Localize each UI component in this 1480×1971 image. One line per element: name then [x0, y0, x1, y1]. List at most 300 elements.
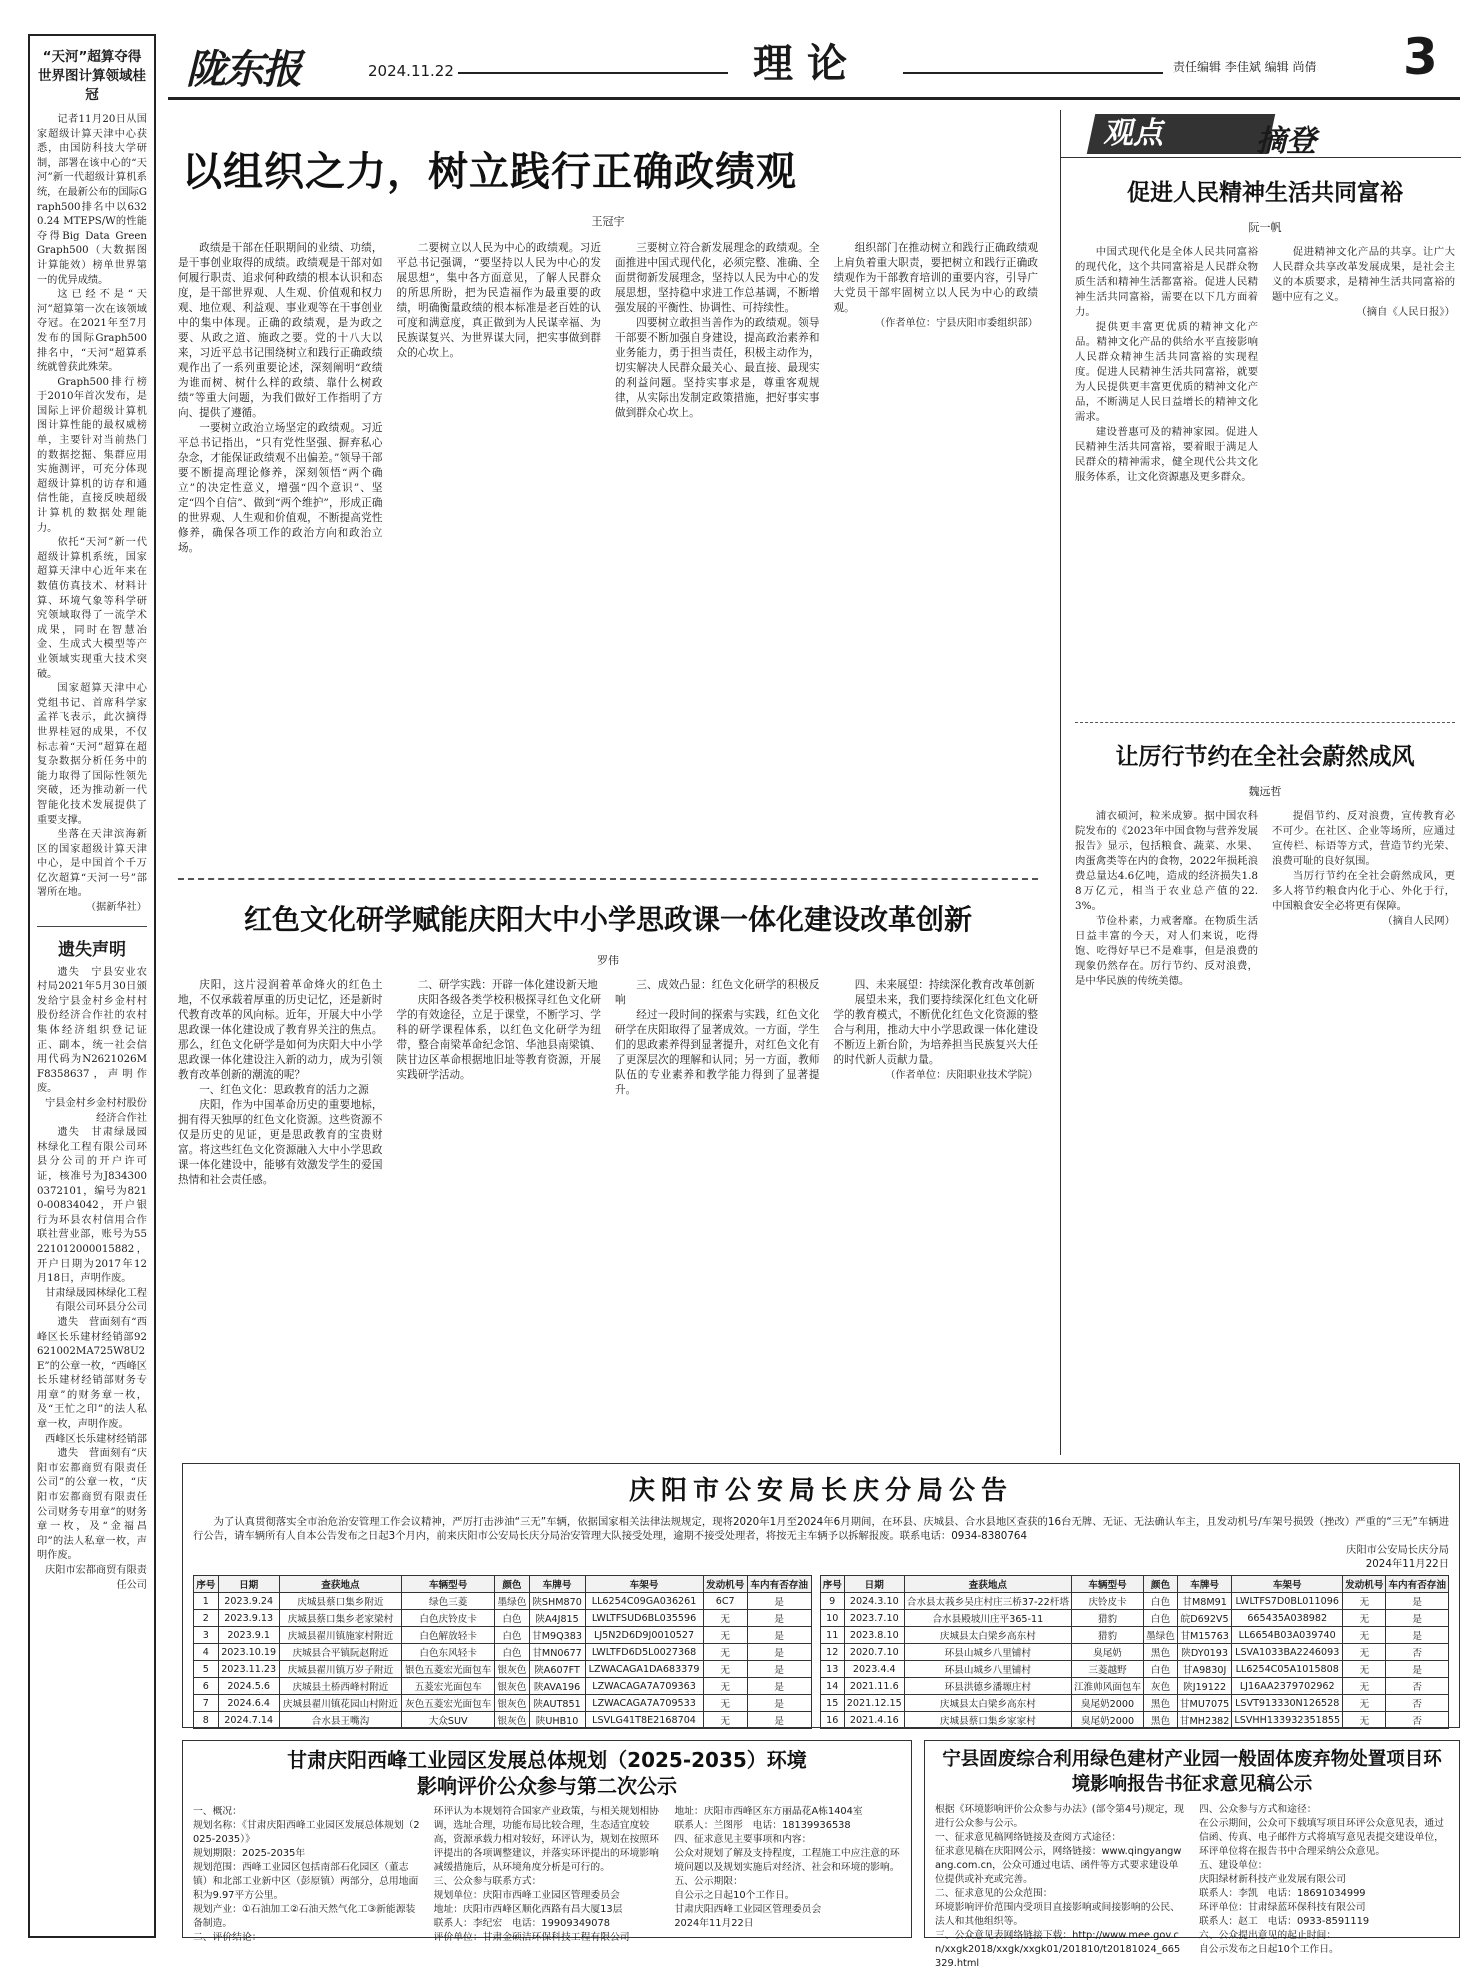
table-cell: 陕A4J815 — [529, 1610, 585, 1627]
table-cell: 15 — [820, 1695, 844, 1712]
table-cell: 无 — [703, 1678, 747, 1695]
article-2-subhead: 四、未来展望：持续深化教育改革创新 — [854, 979, 1035, 991]
table-cell: LJ5N2D6D9J0010527 — [585, 1627, 703, 1644]
table-cell: 13 — [820, 1661, 844, 1678]
table-cell: 甘MH2382 — [1177, 1712, 1232, 1729]
table-cell: 陕AUT851 — [529, 1695, 585, 1712]
table-cell: 16 — [820, 1712, 844, 1729]
lost-notice-body — [37, 966, 147, 1594]
table-cell: 3 — [194, 1627, 219, 1644]
table-cell: 无 — [703, 1712, 747, 1729]
table-cell: 无 — [1343, 1627, 1386, 1644]
digest-article-2-body — [1075, 809, 1455, 1429]
digest-para: 节俭朴素，力戒奢靡。在物质生活日益丰富的今天，对人们来说，吃得饱、吃得好早已不是难事，但是浪费的现象仍然存在。厉行节约、反对浪费，是中华民族的传统美德。 — [1075, 915, 1258, 987]
sidebar-para: 这已经不是“天河”超算第一次在该领域夺冠。在2021年至7月发布的国际Graph500排名中，“天河”超算系统就曾获此殊荣。 — [37, 289, 147, 374]
article-1-col — [178, 241, 383, 781]
table-cell: 是 — [1386, 1610, 1449, 1627]
xifeng-notice-title: 甘肃庆阳西峰工业园区发展总体规划（2025-2035）环境影响评价公众参与第二次公示 — [287, 1748, 807, 1798]
table-cell: 是 — [747, 1593, 811, 1610]
table-cell: 白色解放轻卡 — [402, 1627, 495, 1644]
table-cell: 合水县太莪乡吴庄村庄三桥37-22杆塔 — [904, 1593, 1071, 1610]
table-row — [194, 1661, 812, 1678]
article-1-col — [615, 241, 820, 781]
table-cell: 无 — [703, 1661, 747, 1678]
table-cell: 陕AVA196 — [529, 1678, 585, 1695]
digest-note: （摘自人民网） — [1382, 915, 1455, 927]
table-row — [194, 1644, 812, 1661]
digest-col — [1075, 809, 1258, 1429]
table-cell: 庆城县蔡口集乡附近 — [279, 1593, 401, 1610]
table-cell: 甘MU7075 — [1177, 1695, 1232, 1712]
vehicle-table-header-cell: 车牌号 — [1177, 1576, 1232, 1593]
table-cell: 2023.9.13 — [218, 1610, 279, 1627]
vehicle-table-header-cell: 颜色 — [1144, 1576, 1178, 1593]
table-row — [820, 1661, 1448, 1678]
table-cell: LSVHH133932351855 — [1232, 1712, 1343, 1729]
notice-line: 四、征求意见主要事项和内容： — [674, 1834, 812, 1845]
notice-line: 环评单位：甘肃绿蓝环保科技有限公司 — [1199, 1902, 1366, 1913]
digest-tag-zhaideng: 摘登 — [1256, 124, 1316, 159]
table-cell: 墨绿色 — [495, 1593, 529, 1610]
table-row — [820, 1695, 1448, 1712]
table-cell: 臭尾奶 — [1071, 1644, 1143, 1661]
notice-line: 自公示之日起10个工作日。 — [674, 1890, 795, 1901]
table-cell: 白色 — [1144, 1610, 1178, 1627]
table-cell: 黑色 — [1144, 1712, 1178, 1729]
table-cell: 白色 — [1144, 1661, 1178, 1678]
table-cell: 无 — [703, 1627, 747, 1644]
table-row — [820, 1627, 1448, 1644]
masthead-rule-right — [903, 72, 1163, 74]
vehicle-table-right — [820, 1575, 1449, 1729]
table-cell: 甘M9Q383 — [529, 1627, 585, 1644]
vehicle-table-header-cell: 车架号 — [585, 1576, 703, 1593]
notice-line: 四、公众参与方式和途径： — [1199, 1804, 1317, 1815]
sidebar-news-body — [37, 113, 147, 916]
notice-line: 三、公众参与联系方式： — [433, 1876, 542, 1887]
table-cell: 庆城县太白梁乡高东村 — [904, 1627, 1071, 1644]
notice-line: 环评认为本规划符合国家产业政策，与相关规划相协调，选址合理，功能布局比较合理，生态适宜度较高，资源承载力相对较好，环评认为，规划在按照环评提出的各项调整建议，并落实环评提出的环境影响减缓措施后，从环境角度分析是可行的。 — [433, 1806, 659, 1873]
table-cell: 否 — [1386, 1695, 1449, 1712]
lost-notice-title: 遗失声明 — [37, 926, 147, 960]
notice-line: 2024年11月22日 — [674, 1918, 754, 1929]
table-cell: 白色 — [1144, 1593, 1178, 1610]
digest-divider — [1075, 722, 1455, 723]
table-cell: 是 — [747, 1610, 811, 1627]
notice-line: 庆阳绿材新科技产业发展有限公司 — [1199, 1874, 1346, 1885]
table-cell: 庆城县翟川镇万岁子附近 — [279, 1661, 401, 1678]
table-cell: 银灰色 — [495, 1712, 529, 1729]
article-1-para: 二要树立以人民为中心的政绩观。习近平总书记强调，“要坚持以人民为中心的发展思想”，集中各方面意见，了解人民群众的所思所盼，把为民造福作为最重要的政绩，明确衡量政绩的根本标准是老百姓的认可度和满意度，真正做到为人民谋幸福、为民族谋复兴、为世界谋大同，把实事做到群众的心坎上。 — [396, 242, 601, 359]
article-1-col — [834, 241, 1039, 781]
notice-line: 征求意见稿在庆阳网公示，网络链接：www.qingyangwang.com.cn，公众可通过电话、函件等方式要求建设单位提供或补充或完善。 — [935, 1846, 1182, 1885]
table-row — [194, 1712, 812, 1729]
table-cell: 合水县殿坡川庄平365-11 — [904, 1610, 1071, 1627]
table-cell: LZWACAGA1DA683379 — [585, 1661, 703, 1678]
table-cell: 大众SUV — [402, 1712, 495, 1729]
digest-article-2-author: 魏远哲 — [1248, 785, 1282, 798]
lost-para: 遗失 营面刻有“庆阳市宏都商贸有限责任公司”的公章一枚，“庆阳市宏都商贸有限责任公司财务专用章”的财务章一枚，及“金福昌印”的法人私章一枚，声明作废。 — [37, 1448, 147, 1562]
article-1-col — [397, 241, 602, 781]
vehicle-table-header-cell: 查获地点 — [279, 1576, 401, 1593]
article-2-para: 庆阳，这片浸润着革命烽火的红色土地，不仅承载着厚重的历史记忆，还是新时代教育改革的风向标。近年，开展大中小学思政课一体化建设成了教育界关注的焦点。那么，红色文化研学是如何为庆阳大中小学思政课一体化建设注入新的动力，成为引领教育改革创新的潮流的呢？ — [178, 979, 383, 1081]
sidebar-column — [28, 34, 156, 1938]
sidebar-para: 依托“天河”新一代超级计算机系统，国家超算天津中心近年来在数值仿真技术、材料计算、环境气象等科学研究领域取得了一流学术成果，同时在智慧冶金、生成式大模型等产业领域实现重大技术突破。 — [37, 537, 147, 680]
table-cell: 11 — [820, 1627, 844, 1644]
article-2-col — [178, 978, 383, 1478]
table-cell: 无 — [703, 1695, 747, 1712]
article-1-note: （作者单位：宁县庆阳市委组织部） — [875, 318, 1038, 329]
table-cell: 猎豹 — [1071, 1627, 1143, 1644]
police-notice-sign — [193, 1543, 1449, 1571]
article-2-para: 经过一段时间的探索与实践，红色文化研学在庆阳取得了显著成效。一方面，学生们的思政素养得到显著提升，对红色文化有了更深层次的理解和认同；另一方面，教师队伍的专业素养和教学能力得到了显著提升。 — [615, 1009, 820, 1096]
table-cell: 2023.9.24 — [218, 1593, 279, 1610]
digest-header — [1061, 110, 1461, 158]
digest-article-1-title: 促进人民精神生活共同富裕 — [1127, 180, 1403, 206]
table-cell: 臭尾奶2000 — [1071, 1695, 1143, 1712]
vehicle-table-header-cell: 车架号 — [1232, 1576, 1343, 1593]
table-cell: 无 — [703, 1610, 747, 1627]
table-cell: LSVT913330N126528 — [1232, 1695, 1343, 1712]
article-2-author: 罗伟 — [597, 954, 619, 967]
table-cell: LZWACAGA7A709533 — [585, 1695, 703, 1712]
table-cell: 无 — [1343, 1695, 1386, 1712]
table-cell: 陕UHB10 — [529, 1712, 585, 1729]
notice-line: 根据《环境影响评价公众参与办法》(部令第4号)规定，现进行公众参与公示。 — [935, 1804, 1185, 1829]
table-cell: 甘M15763 — [1177, 1627, 1232, 1644]
article-2-note: （作者单位：庆阳职业技术学院） — [885, 1070, 1038, 1081]
sidebar-headline: “天河”超算夺得世界图计算领域桂冠 — [38, 49, 146, 103]
table-cell: 甘M8M91 — [1177, 1593, 1232, 1610]
table-cell: 银灰色 — [495, 1678, 529, 1695]
article-2-col — [397, 978, 602, 1478]
table-cell: 是 — [747, 1627, 811, 1644]
table-cell: 白色东风轻卡 — [402, 1644, 495, 1661]
table-cell: 6C7 — [703, 1593, 747, 1610]
sidebar-para: 坐落在天津滨海新区的国家超级计算天津中心，是中国首个千万亿次超算“天河一号”部署所在地。 — [37, 829, 147, 899]
table-cell: 无 — [1343, 1593, 1386, 1610]
table-cell: 庆城县翟川镇施家村附近 — [279, 1627, 401, 1644]
xifeng-notice — [182, 1740, 912, 1943]
table-cell: 无 — [1343, 1678, 1386, 1695]
table-row — [820, 1593, 1448, 1610]
notice-line: 联系人：赵工 电话：0933-8591119 — [1199, 1916, 1370, 1927]
table-cell: 合水县王嘴沟 — [279, 1712, 401, 1729]
digest-note: （摘自《人民日报》） — [1356, 306, 1455, 318]
vehicle-table-header-cell: 车内有否存油 — [747, 1576, 811, 1593]
vehicle-table-header-cell: 日期 — [218, 1576, 279, 1593]
table-row — [820, 1644, 1448, 1661]
lost-para: 遗失 甘肃绿晟园林绿化工程有限公司环县分公司的开户许可证，核准号为J8343000372101，编号为8210-00834042，开户银行为环县农村信用合作联社营业部，账号为55221012000015882，开户日期为2017年12月18日，声明作废。 — [37, 1127, 147, 1285]
table-cell: 甘A9830J — [1177, 1661, 1232, 1678]
table-cell: 陕SHM870 — [529, 1593, 585, 1610]
notice-line: 二、评价结论： — [193, 1932, 262, 1943]
article-2-para: 展望未来，我们要持续深化红色文化研学的教育模式，不断优化红色文化资源的整合与利用，推动大中小学思政课一体化建设不断迈上新台阶，为培养担当民族复兴大任的时代新人贡献力量。 — [833, 994, 1038, 1066]
vehicle-table-left — [193, 1575, 812, 1729]
table-cell: 银灰色 — [495, 1661, 529, 1678]
issue-date: 2024.11.22 — [368, 62, 454, 80]
article-2-subhead: 二、研学实践：开辟一体化建设新天地 — [417, 979, 598, 991]
article-2-body — [178, 978, 1038, 1478]
table-cell: 2024.6.4 — [218, 1695, 279, 1712]
table-cell: LL6254C09GA036261 — [585, 1593, 703, 1610]
table-cell: 陕A607FT — [529, 1661, 585, 1678]
article-1-body — [178, 241, 1038, 781]
notice-line: 自公示发布之日起10个工作日。 — [1199, 1944, 1339, 1955]
table-cell: 环县山城乡八里铺村 — [904, 1661, 1071, 1678]
digest-article-1-body — [1075, 245, 1455, 715]
vehicle-table-header-cell: 发动机号 — [1343, 1576, 1386, 1593]
vehicle-table-header-cell: 车牌号 — [529, 1576, 585, 1593]
notice-line: 甘肃庆阳西峰工业园区管理委员会 — [674, 1904, 822, 1915]
table-cell: 是 — [747, 1661, 811, 1678]
vehicle-table-header-cell: 序号 — [194, 1576, 219, 1593]
table-cell: 白色庆铃皮卡 — [402, 1610, 495, 1627]
digest-para: 浦衣硕河，粒米成箩。据中国农科院发布的《2023年中国食物与营养发展报告》显示，包括粮食、蔬菜、水果、肉蛋禽类等在内的食物，2022年损耗浪费总量达4.6亿吨，造成的经济损失1.88万亿元，相当于农业总产值的22.3%。 — [1075, 810, 1258, 912]
table-cell: 7 — [194, 1695, 219, 1712]
table-cell: 6 — [194, 1678, 219, 1695]
article-1-para: 组织部门在推动树立和践行正确政绩观上肩负着重大职责，要把树立和践行正确政绩观作为干部教育培训的重要内容，引导广大党员干部牢固树立以人民为中心的政绩观。 — [833, 242, 1038, 314]
table-cell: 皖D692V5 — [1177, 1610, 1232, 1627]
table-row — [820, 1610, 1448, 1627]
table-cell: 陕J19122 — [1177, 1678, 1232, 1695]
table-cell: 庆城县土桥西峰村附近 — [279, 1678, 401, 1695]
notice-line: 六、公众提出意见的起止时间： — [1199, 1930, 1337, 1941]
lost-sign: 西峰区长乐建材经销部 — [45, 1433, 147, 1445]
table-cell: 臭尾奶2000 — [1071, 1712, 1143, 1729]
article-1-para: 四要树立敢担当善作为的政绩观。领导干部要不断加强自身建设，提高政治素养和业务能力，勇于担当责任，积极主动作为，切实解决人民群众最关心、最直接、最现实的利益问题。坚持实事求是，尊重客观规律，从实际出发制定政策措施，把好事实事做到群众心坎上。 — [615, 317, 820, 419]
table-cell: 灰色五菱宏光面包车 — [402, 1695, 495, 1712]
table-cell: 黑色 — [1144, 1644, 1178, 1661]
digest-article-1-author: 阮一帆 — [1248, 221, 1282, 234]
vehicle-table-header-cell: 车辆型号 — [402, 1576, 495, 1593]
police-sign-org: 庆阳市公安局长庆分局 — [1346, 1544, 1449, 1556]
table-cell: 5 — [194, 1661, 219, 1678]
vehicle-table-header-cell: 日期 — [844, 1576, 904, 1593]
digest-para: 提倡节约、反对浪费，宣传教育必不可少。在社区、企业等场所，应通过宣传栏、标语等方式，营造节约光荣、浪费可耻的良好氛围。 — [1272, 810, 1455, 867]
notice-line: 五、建设单位： — [1199, 1860, 1268, 1871]
article-2-col — [615, 978, 820, 1478]
notice-line: 规划产业：①石油加工②石油天然气化工③新能源装备制造。 — [193, 1904, 416, 1929]
notice-line: 规划名称：《甘肃庆阳西峰工业园区发展总体规划（2025-2035）》 — [193, 1820, 420, 1845]
editor-credit: 责任编辑 李佳斌 编辑 尚倩 — [1173, 60, 1317, 74]
table-cell: 2021.12.15 — [844, 1695, 904, 1712]
table-cell: 白色 — [495, 1627, 529, 1644]
table-cell: 4 — [194, 1644, 219, 1661]
table-cell: 墨绿色 — [1144, 1627, 1178, 1644]
notice-line: 公众对规划了解及支持程度，工程施工中应注意的环境问题以及规划实施后对经济、社会和环境的影响。 — [674, 1848, 900, 1873]
article-2-para: 庆阳各级各类学校积极探寻红色文化研学的有效途径，立足于课堂，不断学习、学科的研学课程体系，以红色文化研学为纽带，整合南梁革命纪念馆、华池县南梁镇、陕甘边区革命根据地旧址等教育资源，开展实践研学活动。 — [396, 994, 601, 1081]
table-cell: 无 — [1343, 1610, 1386, 1627]
lost-para: 遗失 营面刻有“西峰区长乐建材经销部92621002MA725W8U2E”的公章一枚，“西峰区长乐建材经销部财务专用章”的财务章一枚，及“王忙之印”的法人私章一枚，声明作废。 — [37, 1316, 147, 1431]
notice-line: 联系人：李凯 电话：18691034999 — [1199, 1888, 1366, 1899]
table-cell: LSVLG41T8E2168704 — [585, 1712, 703, 1729]
table-cell: 10 — [820, 1610, 844, 1627]
table-cell: 白色 — [495, 1610, 529, 1627]
notice-line: 环境影响评价范围内受项目直接影响或间接影响的公民、法人和其他组织等。 — [935, 1902, 1180, 1927]
page-number: 3 — [1403, 28, 1438, 86]
table-cell: 2023.10.19 — [218, 1644, 279, 1661]
table-cell: 绿色三菱 — [402, 1593, 495, 1610]
table-row — [194, 1610, 812, 1627]
article-1-author: 王冠宇 — [591, 215, 625, 228]
table-cell: 否 — [1386, 1678, 1449, 1695]
table-cell: 灰色 — [1144, 1678, 1178, 1695]
table-cell: LWLTFS7D0BL011096 — [1232, 1593, 1343, 1610]
table-cell: 2 — [194, 1610, 219, 1627]
digest-col — [1075, 245, 1258, 715]
table-cell: 是 — [1386, 1661, 1449, 1678]
table-cell: 庆城县蔡口集乡老家梁村 — [279, 1610, 401, 1627]
sidebar-para: 记者11月20日从国家超级计算天津中心获悉，由国防科技大学研制，部署在该中心的“天河”新一代超级计算机系统，在最新公布的国际Graph500排名中以6320.24 MTEPS/W的性能夺得Big Data Green Graph500（大数据图计算能效）榜单世界第一的优异成绩。 — [37, 114, 148, 286]
vehicle-table-header — [820, 1576, 1448, 1593]
article-2-col — [834, 978, 1039, 1478]
table-cell: 2023.9.1 — [218, 1627, 279, 1644]
table-cell: 2024.5.6 — [218, 1678, 279, 1695]
article-1-para: 一要树立政治立场坚定的政绩观。习近平总书记指出，“只有党性坚强、摒弃私心杂念，才能保证政绩观不出偏差。”领导干部要不断提高理论修养，深刻领悟“两个确立”的决定性意义，增强“四个意识”、坚定“四个自信”、做到“两个维护”，形成正确的世界观、人生观和价值观，不断提高党性修养，确保各项工作的政治方向和政治立场。 — [178, 422, 383, 554]
table-cell: 2023.8.10 — [844, 1627, 904, 1644]
digest-para: 当厉行节约在全社会蔚然成风，更多人将节约粮食内化于心、外化于行，中国粮食安全必将更有保障。 — [1272, 870, 1455, 912]
table-cell: 9 — [820, 1593, 844, 1610]
digest-para: 促进精神文化产品的共享。让广大人民群众共享改革发展成果，是社会主义的本质要求，是精神生活共同富裕的题中应有之义。 — [1272, 246, 1455, 303]
table-cell: 2023.11.23 — [218, 1661, 279, 1678]
table-cell: 无 — [1343, 1661, 1386, 1678]
xifeng-notice-body — [193, 1805, 901, 1945]
sidebar-para: 国家超算天津中心党组书记、首席科学家孟祥飞表示，此次摘得世界桂冠的成果，不仅标志着“天河”超算在超复杂数据分析任务中的能力取得了国际性领先突破，还为推动新一代智能化技术发展提供了重要支撑。 — [37, 683, 147, 826]
table-row — [194, 1695, 812, 1712]
table-cell: 1 — [194, 1593, 219, 1610]
lost-sign: 宁县金村乡金村村股份经济合作社 — [45, 1098, 147, 1124]
table-cell: 2024.3.10 — [844, 1593, 904, 1610]
table-cell: 是 — [747, 1678, 811, 1695]
police-tables — [193, 1575, 1449, 1729]
article-1-para: 政绩是干部在任职期间的业绩、功绩，是干事创业取得的成绩。政绩观是干部对如何履行职责、追求何种政绩的根本认识和态度，是干部世界观、人生观、价值观和权力观、地位观、利益观、事业观等在干事创业中的集中体现。正确的政绩观，是为政之要、从政之道、施政之要。党的十八大以来，习近平总书记围绕树立和践行正确政绩观作出了一系列重要论述，深刻阐明“政绩为谁而树、树什么样的政绩、靠什么树政绩”等重大问题，为我们做好工作指明了方向、提供了遵循。 — [178, 242, 383, 419]
article-1-para: 三要树立符合新发展理念的政绩观。全面推进中国式现代化，必须完整、准确、全面贯彻新发展理念，坚持以人民为中心的发展思想，坚持稳中求进工作总基调，不断增强发展的平衡性、协调性、可持续性。 — [615, 242, 820, 314]
newspaper-logo: 陇东报 — [186, 46, 300, 93]
table-row — [194, 1678, 812, 1695]
table-cell: 猎豹 — [1071, 1610, 1143, 1627]
table-cell: 银灰色 — [495, 1695, 529, 1712]
digest-para: 中国式现代化是全体人民共同富裕的现代化，这个共同富裕是人民群众物质生活和精神生活都富裕。促进人民精神生活共同富裕，需要在以下几方面着力。 — [1075, 246, 1258, 318]
table-cell: 甘MN0677 — [529, 1644, 585, 1661]
section-title: 理论 — [753, 41, 861, 87]
table-cell: 2021.4.16 — [844, 1712, 904, 1729]
notice-line: 地址：庆阳市西峰区东方丽晶花A栋1404室 — [674, 1806, 863, 1817]
lost-sign: 甘肃绿晟园林绿化工程有限公司环县分公司 — [45, 1287, 147, 1314]
table-cell: 是 — [747, 1712, 811, 1729]
article-1-title: 以组织之力，树立践行正确政绩观 — [182, 149, 797, 195]
notice-line: 联系人：兰图彤 电话：18139936538 — [674, 1820, 851, 1831]
lost-sign: 庆阳市宏都商贸有限责任公司 — [45, 1565, 147, 1591]
article-2-para: 庆阳，作为中国革命历史的重要地标，拥有得天独厚的红色文化资源。这些资源不仅是历史的见证，更是思政教育的宝贵财富。将这些红色文化资源融入大中小学思政课一体化建设中，能够有效激发学生的爱国热情和社会责任感。 — [178, 1099, 383, 1186]
vehicle-table-header-cell: 车内有否存油 — [1386, 1576, 1449, 1593]
article-2 — [178, 898, 1038, 1478]
table-cell: LL6654B03A039740 — [1232, 1627, 1343, 1644]
digest-para: 建设普惠可及的精神家园。促进人民精神生活共同富裕，要着眼于满足人民群众的精神需求，健全现代公共文化服务体系，让文化资源惠及更多群众。 — [1075, 426, 1258, 483]
table-cell: 是 — [747, 1644, 811, 1661]
table-cell: 否 — [1386, 1644, 1449, 1661]
police-sign-date: 2024年11月22日 — [1365, 1558, 1449, 1570]
opinion-digest — [1060, 110, 1460, 1455]
table-row — [194, 1627, 812, 1644]
table-cell: LWLTFSUD6BL035596 — [585, 1610, 703, 1627]
vehicle-table-header-cell: 序号 — [820, 1576, 844, 1593]
sidebar-para: Graph500排行榜于2010年首次发布，是国际上评价超级计算机图计算性能的最权威榜单，主要针对当前热门的数据挖掘、集群应用实施测评，可充分体现超级计算机的访存和通信性能，直接反映超级计算机的数据处理能力。 — [37, 376, 147, 534]
table-cell: 665435A038982 — [1232, 1610, 1343, 1627]
notice-line: 评价单位：甘肃金硕洁环保科技工程有限公司 — [433, 1932, 630, 1943]
notice-line: 在公示期间，公众可下载填写项目环评公众意见表，通过信函、传真、电子邮件方式将填写意见表提交建设单位，环评单位将在报告书中合理采纳公众意见。 — [1199, 1818, 1444, 1857]
table-cell: 是 — [1386, 1627, 1449, 1644]
digest-article-2 — [1075, 738, 1455, 1429]
notice-line: 规划范围：西峰工业园区包括南部石化园区（董志镇）和北部工业新中区（彭原镇）两部分，总用地面积为9.97平方公里。 — [193, 1862, 419, 1901]
table-cell: 12 — [820, 1644, 844, 1661]
vehicle-table-header — [194, 1576, 812, 1593]
digest-article-2-title: 让厉行节约在全社会蔚然成风 — [1115, 744, 1415, 770]
digest-col — [1272, 245, 1455, 715]
vehicle-table-header-cell: 车辆型号 — [1071, 1576, 1143, 1593]
table-cell: 环县山城乡八里铺村 — [904, 1644, 1071, 1661]
table-cell: LZWACAGA7A709363 — [585, 1678, 703, 1695]
table-cell: 环县洪德乡潘塬庄村 — [904, 1678, 1071, 1695]
sidebar-byline: （据新华社） — [85, 902, 147, 914]
notice-line: 一、征求意见稿网络链接及查阅方式途径： — [935, 1832, 1122, 1843]
police-notice — [182, 1463, 1460, 1728]
table-cell: 黑色 — [1144, 1695, 1178, 1712]
table-cell: 庆城县翟川镇花园山村附近 — [279, 1695, 401, 1712]
article-2-title: 红色文化研学赋能庆阳大中小学思政课一体化建设改革创新 — [243, 903, 972, 936]
digest-col — [1272, 809, 1455, 1429]
digest-tag-guandian: 观点 — [1087, 114, 1276, 154]
table-cell: 是 — [747, 1695, 811, 1712]
masthead — [168, 28, 1460, 100]
table-cell: 银色五菱宏光面包车 — [402, 1661, 495, 1678]
table-cell: 庆城县太白梁乡高东村 — [904, 1695, 1071, 1712]
table-cell: 2023.4.4 — [844, 1661, 904, 1678]
table-cell: 白色 — [495, 1644, 529, 1661]
table-cell: 庆城县蔡口集乡家家村 — [904, 1712, 1071, 1729]
article-1 — [178, 140, 1038, 781]
vehicle-table-header-cell: 查获地点 — [904, 1576, 1071, 1593]
table-row — [820, 1712, 1448, 1729]
vehicle-table-header-cell: 发动机号 — [703, 1576, 747, 1593]
notice-line: 三、公众意见表网络链接下载：http://www.mee.gov.cn/xxgk2018/xxgk/xxgk01/201810/t20181024_665329.html — [935, 1930, 1181, 1969]
table-cell: 三菱越野 — [1071, 1661, 1143, 1678]
ningxian-notice-body — [935, 1803, 1449, 1971]
notice-line: 地址：庆阳市西峰区顺化西路有昌大厦13层 — [433, 1904, 623, 1915]
table-cell: 陕DY0193 — [1177, 1644, 1232, 1661]
vehicle-table-header-cell: 颜色 — [495, 1576, 529, 1593]
notice-line: 二、征求意见的公众范围： — [935, 1888, 1053, 1899]
article-2-subhead: 一、红色文化：思政教育的活力之源 — [199, 1084, 369, 1096]
digest-article-1 — [1075, 174, 1455, 715]
ningxian-notice — [924, 1740, 1460, 1969]
masthead-rule-left — [458, 72, 728, 74]
table-cell: LWLTFD6D5L0027368 — [585, 1644, 703, 1661]
table-cell: 江淮帅风面包车 — [1071, 1678, 1143, 1695]
notice-line: 一、概况： — [193, 1806, 242, 1817]
table-row — [820, 1678, 1448, 1695]
table-cell: 14 — [820, 1678, 844, 1695]
police-notice-title: 庆阳市公安局长庆分局公告 — [628, 1476, 1013, 1506]
table-cell: LL6254C05A1015808 — [1232, 1661, 1343, 1678]
police-notice-body: 为了认真贯彻落实全市治危治安管理工作会议精神，严厉打击涉油“三无”车辆，依据国家相关法律法规规定，现将2020年1月至2024年6月期间，在环县、庆城县、合水县地区查获的16台无牌、无证、无法确认车主，且发动机号/车架号损毁（挫改）严重的“三无”车辆进行公告，请车辆所有人自本公告发布之日起3个月内，前来庆阳市公安局长庆分局治安管理大队接受处理，逾期不接受处理者，将按无主车辆予以拆解报废。联系电话：0934-8380764 — [193, 1516, 1449, 1542]
table-row — [194, 1593, 812, 1610]
table-cell: 否 — [1386, 1712, 1449, 1729]
table-cell: 8 — [194, 1712, 219, 1729]
notice-line: 联系人：李纪宏 电话：19909349078 — [433, 1918, 610, 1929]
table-cell: 无 — [1343, 1712, 1386, 1729]
digest-para: 提供更丰富更优质的精神文化产品。精神文化产品的供给水平直接影响人民群众精神生活共同富裕的实现程度。促进人民精神生活共同富裕，就要为人民提供更丰富更优质的精神文化产品，不断满足人民日益增长的精神文化需求。 — [1075, 321, 1258, 423]
